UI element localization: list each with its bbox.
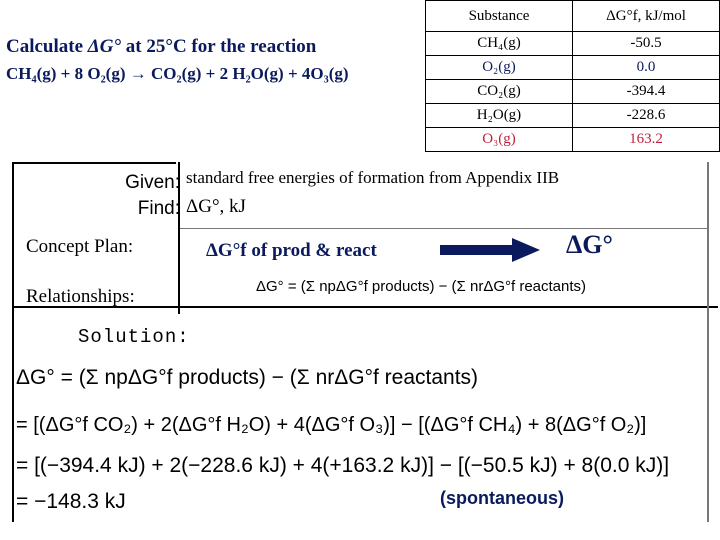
solution-line-4: = −148.3 kJ [16, 490, 126, 513]
title-symbol: ΔG° [87, 36, 122, 57]
concept-plan-from: ΔG°f of prod & react [206, 240, 377, 261]
problem-title [6, 36, 316, 58]
arrow-right-icon [440, 238, 540, 262]
frame-top-left-line [14, 162, 176, 164]
solution-line-3: = [(−394.4 kJ) + 2(−228.6 kJ) + 4(+163.2 kJ)] − [(−50.5 kJ) + 8(0.0 kJ)] [16, 454, 670, 477]
energy-cell: -50.5 [573, 32, 720, 56]
energy-header: ΔG°f, kJ/mol [573, 1, 720, 32]
energy-cell: -228.6 [573, 104, 720, 128]
solution-line-2: = [(ΔG°f CO₂) + 2(ΔG°f H₂O) + 4(ΔG°f O₃)] − [(ΔG°f CH₄) + 8(ΔG°f O₂)] [16, 414, 647, 436]
solution-label: Solution: [78, 326, 190, 348]
substance-header: Substance [426, 1, 573, 32]
relationships-label: Relationships: [26, 286, 135, 307]
concept-plan-to: ΔG° [566, 230, 613, 259]
substance-cell: H₂O(g) [426, 104, 573, 128]
energy-cell: 0.0 [573, 56, 720, 80]
spontaneous-note: (spontaneous) [440, 488, 564, 508]
table-header-row [426, 1, 720, 32]
table-row [426, 128, 720, 152]
frame-right-line [707, 162, 709, 522]
free-energy-table [425, 0, 720, 152]
frame-concept-line [180, 228, 707, 229]
title-prefix: Calculate [6, 36, 88, 57]
given-value: standard free energies of formation from Appendix IIB [186, 168, 560, 187]
substance-cell: CH₄(g) [426, 32, 573, 56]
relationship-equation: ΔG° = (Σ npΔG°f products) − (Σ nrΔG°f reactants) [256, 278, 587, 295]
substance-cell: O₃(g) [426, 128, 573, 152]
substance-cell: O₂(g) [426, 56, 573, 80]
find-label: Find: [137, 198, 180, 219]
energy-cell: 163.2 [573, 128, 720, 152]
table-row [426, 80, 720, 104]
table-row [426, 32, 720, 56]
reaction-equation: CH₄(g) + 8 O₂(g) → CO₂(g) + 2 H₂O(g) + 4O₃(g) [6, 64, 349, 83]
title-suffix: at 25°C for the reaction [121, 36, 317, 57]
table-row [426, 104, 720, 128]
concept-plan-label: Concept Plan: [26, 236, 134, 257]
given-label: Given: [125, 172, 180, 193]
table-row [426, 56, 720, 80]
solution-line-1: ΔG° = (Σ npΔG°f products) − (Σ nrΔG°f reactants) [16, 366, 479, 389]
energy-cell: -394.4 [573, 80, 720, 104]
substance-cell: CO₂(g) [426, 80, 573, 104]
frame-left-line [12, 162, 14, 522]
find-value: ΔG°, kJ [186, 196, 246, 217]
